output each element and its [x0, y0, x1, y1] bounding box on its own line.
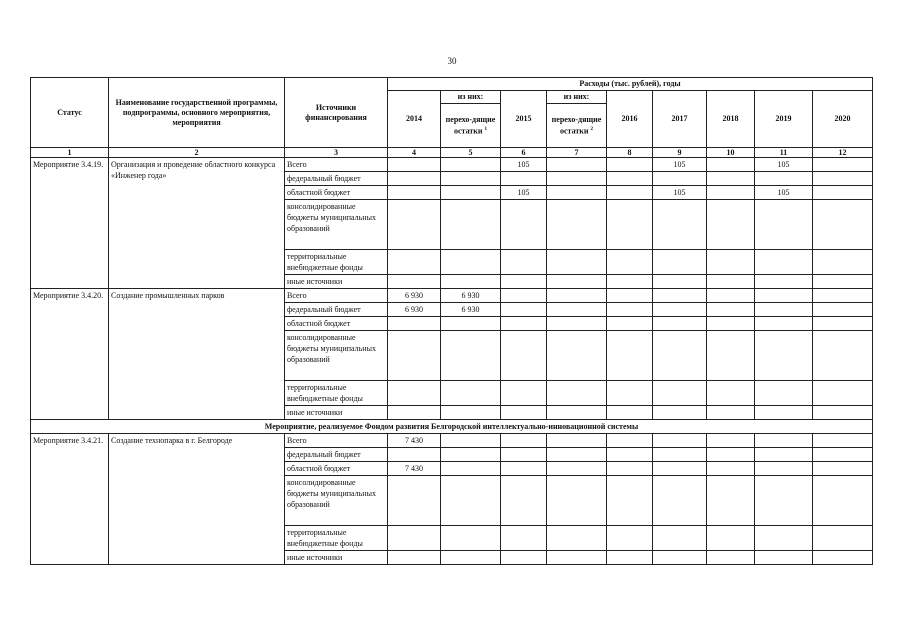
amount-cell [653, 331, 707, 381]
amount-cell [547, 381, 607, 406]
amount-cell [607, 172, 653, 186]
column-number: 10 [707, 148, 755, 158]
amount-cell [707, 331, 755, 381]
amount-cell [501, 289, 547, 303]
amount-cell [813, 331, 873, 381]
amount-cell [653, 200, 707, 250]
amount-cell [607, 406, 653, 420]
amount-cell [501, 275, 547, 289]
amount-cell [607, 317, 653, 331]
amount-cell [501, 317, 547, 331]
amount-cell [707, 406, 755, 420]
funding-source-cell: территориальные внебюджетные фонды [285, 381, 388, 406]
amount-cell [707, 186, 755, 200]
amount-cell [388, 381, 441, 406]
amount-cell [388, 250, 441, 275]
funding-source-cell: областной бюджет [285, 462, 388, 476]
amount-cell [813, 406, 873, 420]
funding-source-cell: федеральный бюджет [285, 303, 388, 317]
page-number: 30 [447, 56, 457, 66]
amount-cell [547, 275, 607, 289]
footnote-2: 2 [590, 126, 594, 132]
header-status: Статус [31, 78, 109, 148]
amount-cell [813, 250, 873, 275]
amount-cell [441, 186, 501, 200]
amount-cell [755, 200, 813, 250]
table-row [31, 289, 873, 303]
amount-cell [813, 186, 873, 200]
funding-source-cell: иные источники [285, 551, 388, 565]
measure-name-cell: Создание технопарка в г. Белгороде [109, 434, 285, 565]
amount-cell [707, 158, 755, 172]
funding-source-cell: консолидированные бюджеты муниципальных образований [285, 331, 388, 381]
section-row [31, 420, 873, 434]
funding-source-cell: консолидированные бюджеты муниципальных образований [285, 200, 388, 250]
amount-cell [501, 448, 547, 462]
amount-cell [607, 551, 653, 565]
amount-cell [813, 526, 873, 551]
amount-cell [607, 250, 653, 275]
amount-cell [755, 172, 813, 186]
amount-cell [607, 200, 653, 250]
amount-cell [707, 200, 755, 250]
amount-cell [653, 476, 707, 526]
amount-cell [653, 551, 707, 565]
footnote-1: 1 [484, 126, 488, 132]
amount-cell [707, 381, 755, 406]
amount-cell [547, 317, 607, 331]
amount-cell [755, 381, 813, 406]
amount-cell [813, 158, 873, 172]
amount-cell [388, 275, 441, 289]
header-carryover-2: перехо-дящие остатки $^2$ [547, 104, 607, 148]
amount-cell [607, 331, 653, 381]
amount-cell [813, 462, 873, 476]
header-sources: Источники финансирования [285, 78, 388, 148]
amount-cell [653, 303, 707, 317]
amount-cell [441, 200, 501, 250]
amount-cell [441, 434, 501, 448]
amount-cell [547, 526, 607, 551]
amount-cell [653, 289, 707, 303]
amount-cell [653, 250, 707, 275]
amount-cell [547, 331, 607, 381]
amount-cell [755, 317, 813, 331]
amount-cell [707, 172, 755, 186]
header-carryover-1: перехо-дящие остатки $^1$ [441, 104, 501, 148]
amount-cell [607, 289, 653, 303]
column-number: 6 [501, 148, 547, 158]
amount-cell [547, 434, 607, 448]
amount-cell [547, 158, 607, 172]
amount-cell [547, 551, 607, 565]
column-number: 2 [109, 148, 285, 158]
amount-cell: 7 430 [388, 434, 441, 448]
amount-cell [707, 275, 755, 289]
amount-cell [547, 406, 607, 420]
amount-cell [813, 317, 873, 331]
amount-cell [813, 434, 873, 448]
amount-cell [755, 289, 813, 303]
amount-cell [501, 200, 547, 250]
amount-cell [441, 551, 501, 565]
amount-cell [707, 289, 755, 303]
column-number: 7 [547, 148, 607, 158]
header-year-2014: 2014 [388, 91, 441, 148]
amount-cell [388, 172, 441, 186]
amount-cell: 6 930 [441, 303, 501, 317]
amount-cell [547, 448, 607, 462]
table-row [31, 158, 873, 172]
amount-cell [441, 250, 501, 275]
amount-cell: 105 [501, 186, 547, 200]
amount-cell: 6 930 [388, 289, 441, 303]
column-number-row [31, 148, 873, 158]
amount-cell [607, 381, 653, 406]
amount-cell [547, 186, 607, 200]
header-of-which-1: из них: [441, 91, 501, 104]
amount-cell [501, 381, 547, 406]
amount-cell [755, 275, 813, 289]
amount-cell: 6 930 [388, 303, 441, 317]
amount-cell [441, 317, 501, 331]
amount-cell [607, 158, 653, 172]
header-year-2017: 2017 [653, 91, 707, 148]
amount-cell [653, 275, 707, 289]
amount-cell [607, 275, 653, 289]
amount-cell [707, 317, 755, 331]
funding-source-cell: Всего [285, 434, 388, 448]
amount-cell [755, 250, 813, 275]
amount-cell [755, 526, 813, 551]
header-year-2018: 2018 [707, 91, 755, 148]
funding-source-cell: территориальные внебюджетные фонды [285, 526, 388, 551]
amount-cell [755, 303, 813, 317]
amount-cell [653, 406, 707, 420]
column-number: 3 [285, 148, 388, 158]
table-body [31, 158, 873, 565]
amount-cell [501, 462, 547, 476]
funding-source-cell: Всего [285, 158, 388, 172]
amount-cell [388, 200, 441, 250]
amount-cell [501, 331, 547, 381]
amount-cell [653, 317, 707, 331]
amount-cell [755, 448, 813, 462]
amount-cell [813, 289, 873, 303]
amount-cell [388, 331, 441, 381]
amount-cell [813, 200, 873, 250]
amount-cell [547, 250, 607, 275]
funding-source-cell: Всего [285, 289, 388, 303]
amount-cell [653, 448, 707, 462]
column-number: 8 [607, 148, 653, 158]
amount-cell [755, 406, 813, 420]
amount-cell [607, 526, 653, 551]
column-number: 5 [441, 148, 501, 158]
amount-cell [388, 448, 441, 462]
amount-cell [501, 434, 547, 448]
amount-cell [707, 526, 755, 551]
amount-cell [388, 317, 441, 331]
status-cell: Мероприятие 3.4.21. [31, 434, 109, 565]
column-number: 9 [653, 148, 707, 158]
amount-cell [813, 303, 873, 317]
status-cell: Мероприятие 3.4.20. [31, 289, 109, 420]
header-year-2020: 2020 [813, 91, 873, 148]
amount-cell [707, 462, 755, 476]
section-title: Мероприятие, реализуемое Фондом развития Белгородской интеллектуально-инновационной системы [31, 420, 873, 434]
amount-cell [547, 462, 607, 476]
header-year-2015: 2015 [501, 91, 547, 148]
amount-cell [653, 172, 707, 186]
amount-cell [388, 551, 441, 565]
amount-cell [813, 172, 873, 186]
funding-source-cell: областной бюджет [285, 317, 388, 331]
amount-cell [547, 172, 607, 186]
amount-cell [441, 331, 501, 381]
amount-cell [755, 434, 813, 448]
column-number: 4 [388, 148, 441, 158]
amount-cell [653, 381, 707, 406]
amount-cell [441, 476, 501, 526]
amount-cell [607, 462, 653, 476]
header-expenses: Расходы (тыс. рублей), годы [388, 78, 873, 91]
amount-cell [388, 158, 441, 172]
amount-cell [707, 434, 755, 448]
funding-source-cell: областной бюджет [285, 186, 388, 200]
amount-cell [547, 303, 607, 317]
amount-cell: 105 [653, 158, 707, 172]
amount-cell [441, 406, 501, 420]
budget-table [30, 77, 873, 565]
amount-cell [755, 551, 813, 565]
amount-cell [501, 526, 547, 551]
header-of-which-2: из них: [547, 91, 607, 104]
header-year-2019: 2019 [755, 91, 813, 148]
amount-cell [707, 476, 755, 526]
amount-cell [755, 331, 813, 381]
amount-cell [547, 476, 607, 526]
amount-cell [813, 448, 873, 462]
amount-cell [707, 303, 755, 317]
amount-cell [388, 526, 441, 551]
amount-cell [707, 448, 755, 462]
header-year-2016: 2016 [607, 91, 653, 148]
column-number: 1 [31, 148, 109, 158]
measure-name-cell: Создание промышленных парков [109, 289, 285, 420]
amount-cell: 7 430 [388, 462, 441, 476]
amount-cell [707, 250, 755, 275]
amount-cell [813, 551, 873, 565]
amount-cell [441, 172, 501, 186]
amount-cell: 105 [755, 186, 813, 200]
funding-source-cell: территориальные внебюджетные фонды [285, 250, 388, 275]
amount-cell [755, 462, 813, 476]
amount-cell [501, 172, 547, 186]
amount-cell [441, 158, 501, 172]
amount-cell [653, 462, 707, 476]
amount-cell [607, 476, 653, 526]
amount-cell [388, 406, 441, 420]
funding-source-cell: иные источники [285, 406, 388, 420]
amount-cell [653, 434, 707, 448]
amount-cell [441, 275, 501, 289]
amount-cell [547, 289, 607, 303]
column-number: 11 [755, 148, 813, 158]
amount-cell [501, 250, 547, 275]
amount-cell [813, 275, 873, 289]
status-cell: Мероприятие 3.4.19. [31, 158, 109, 289]
amount-cell [755, 476, 813, 526]
amount-cell [607, 434, 653, 448]
funding-source-cell: иные источники [285, 275, 388, 289]
measure-name-cell: Организация и проведение областного конкурса «Инженер года» [109, 158, 285, 289]
amount-cell: 6 930 [441, 289, 501, 303]
amount-cell [441, 462, 501, 476]
amount-cell [501, 303, 547, 317]
amount-cell [441, 526, 501, 551]
amount-cell [441, 448, 501, 462]
amount-cell: 105 [653, 186, 707, 200]
amount-cell [707, 551, 755, 565]
column-number: 12 [813, 148, 873, 158]
amount-cell [441, 381, 501, 406]
amount-cell [388, 186, 441, 200]
amount-cell: 105 [501, 158, 547, 172]
funding-source-cell: федеральный бюджет [285, 172, 388, 186]
amount-cell [607, 303, 653, 317]
amount-cell [547, 200, 607, 250]
table-header [31, 78, 873, 158]
amount-cell [607, 448, 653, 462]
amount-cell [501, 476, 547, 526]
amount-cell [388, 476, 441, 526]
funding-source-cell: федеральный бюджет [285, 448, 388, 462]
amount-cell [607, 186, 653, 200]
amount-cell [501, 406, 547, 420]
amount-cell [813, 476, 873, 526]
amount-cell: 105 [755, 158, 813, 172]
header-name: Наименование государственной программы, подпрограммы, основного мероприятия, мероприятия [109, 78, 285, 148]
amount-cell [813, 381, 873, 406]
table-row [31, 434, 873, 448]
amount-cell [501, 551, 547, 565]
funding-source-cell: консолидированные бюджеты муниципальных образований [285, 476, 388, 526]
amount-cell [653, 526, 707, 551]
